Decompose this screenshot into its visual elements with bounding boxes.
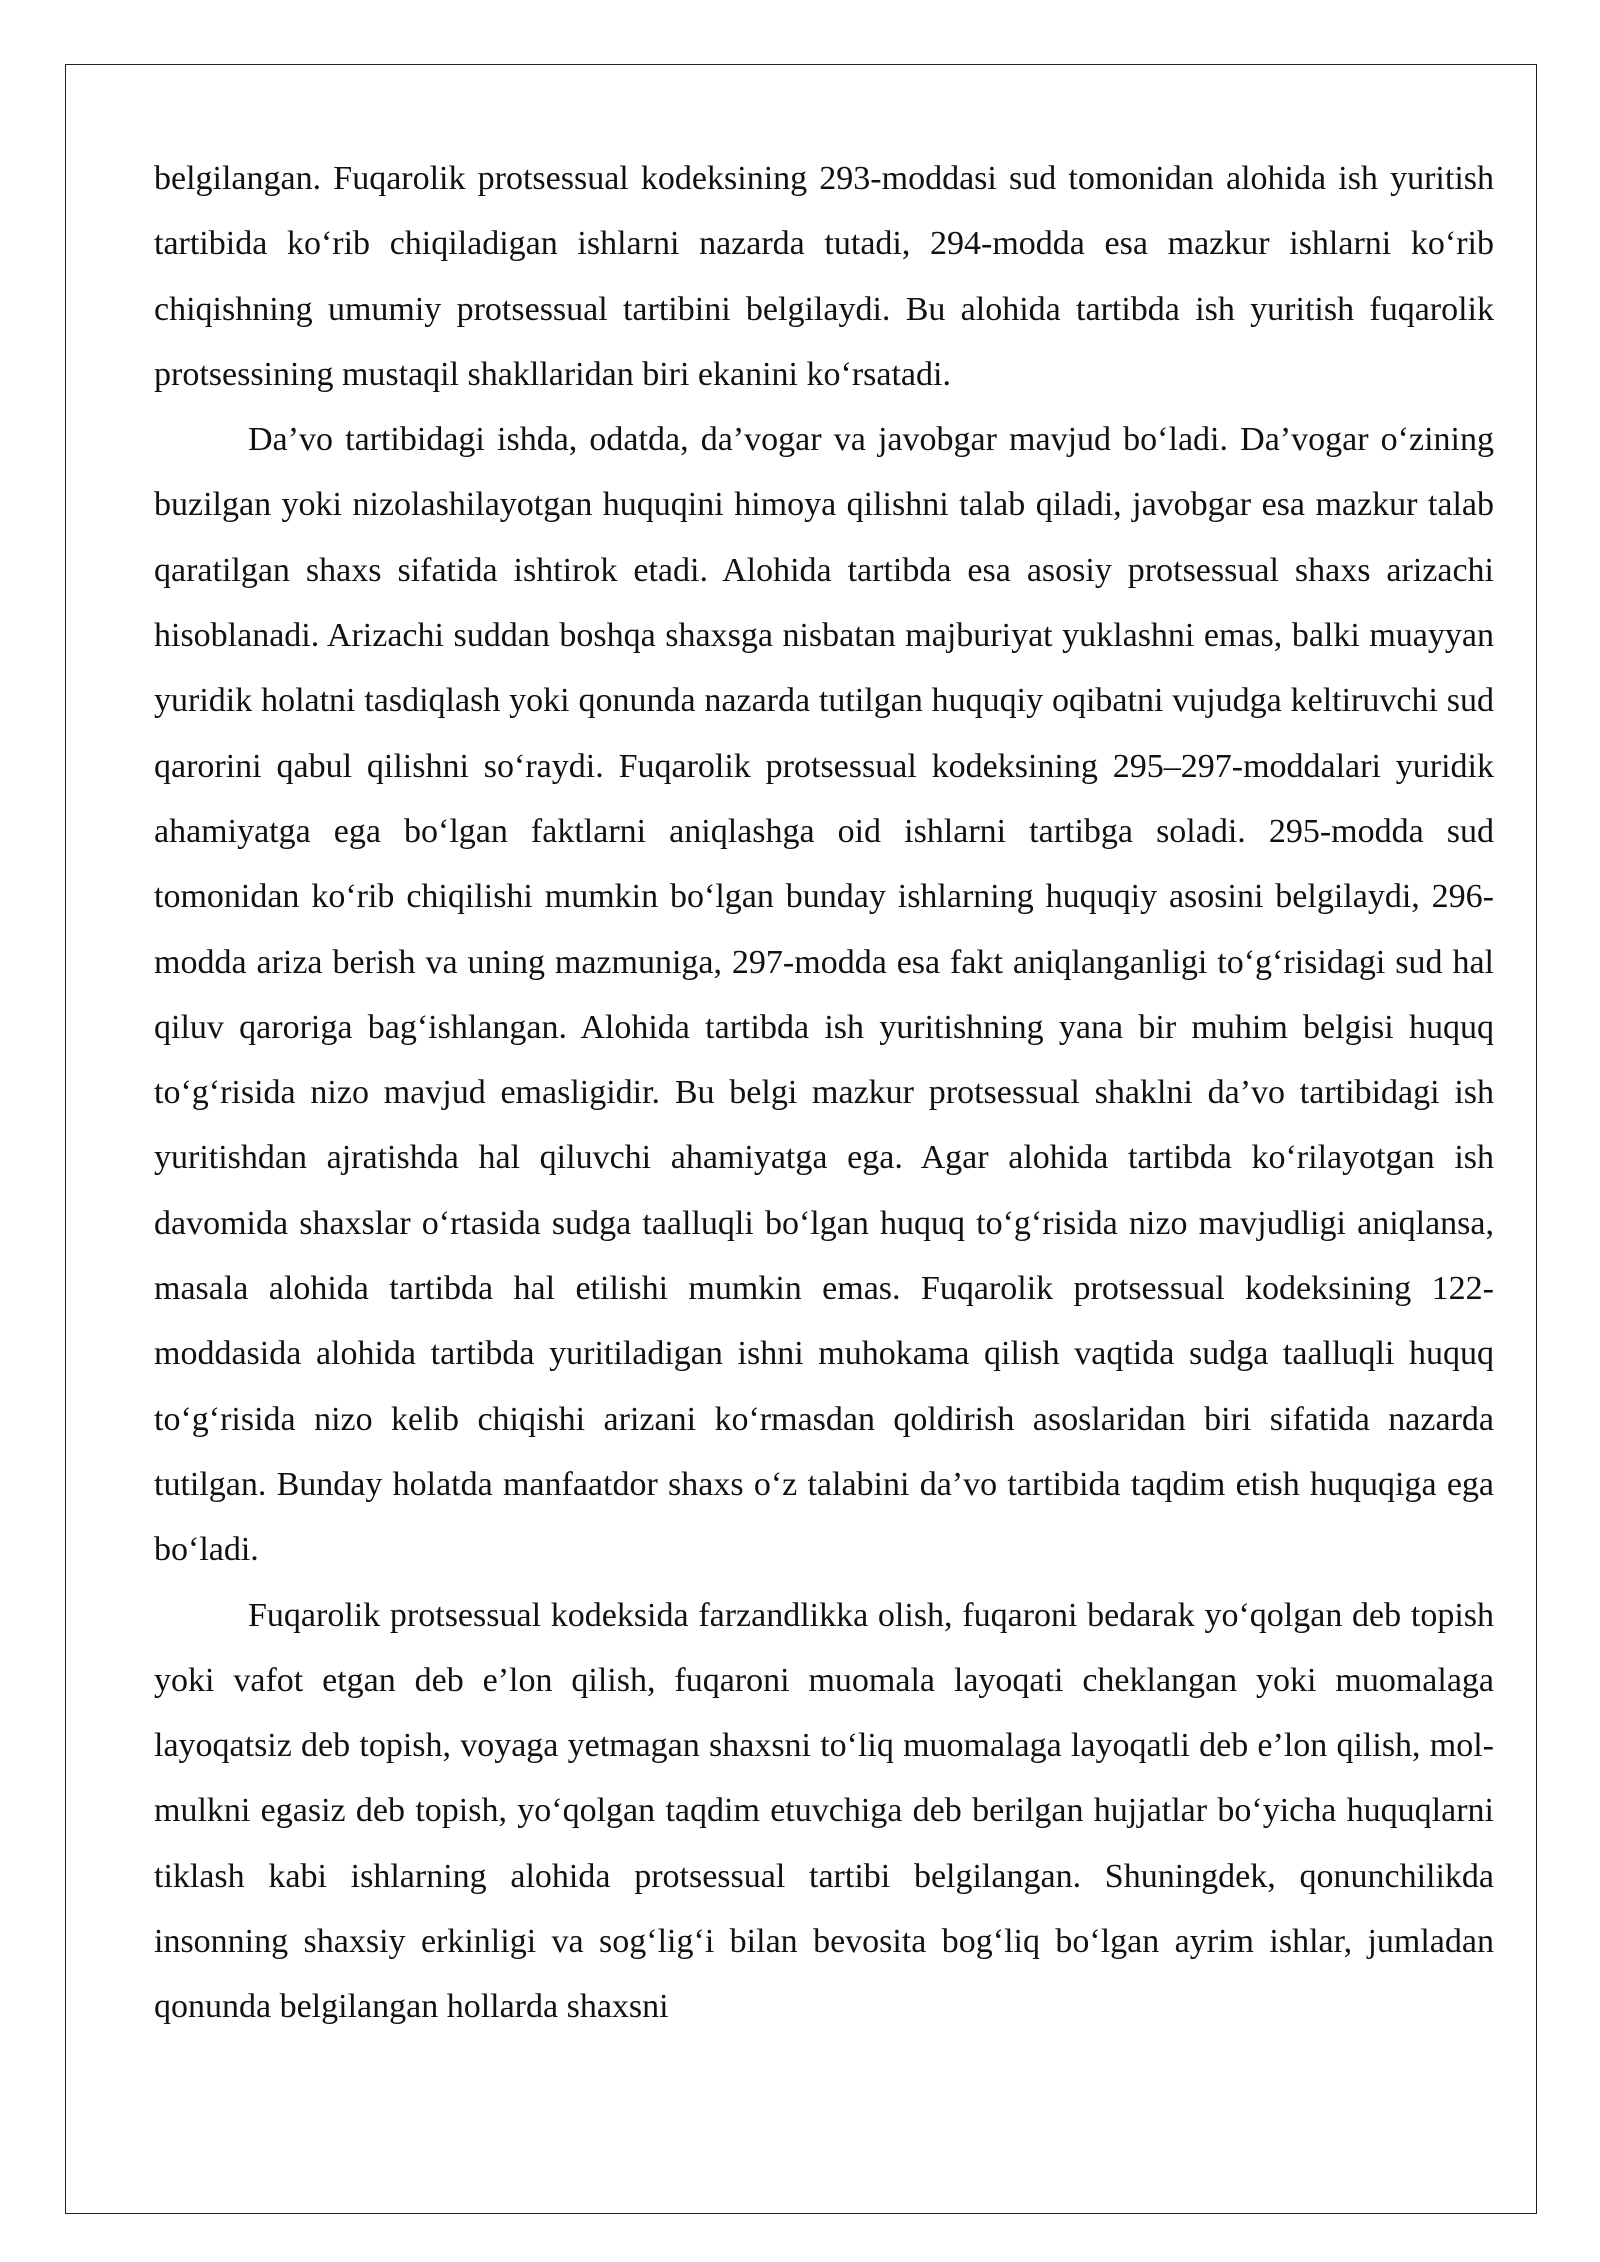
document-body <box>154 146 1494 2040</box>
paragraph-1: belgilangan. Fuqarolik protsessual kodeksining 293-moddasi sud tomonidan alohida ish yuritish tartibida koʻrib chiqiladigan ishlarni nazarda tutadi, 294-modda esa mazkur ishlarni koʻrib chiqishning umumiy protsessual tartibini belgilaydi. Bu alohida tartibda ish yuritish fuqarolik protsessining mustaqil shakllaridan biri ekanini koʻrsatadi. <box>154 160 1494 393</box>
paragraph-2: Da’vo tartibidagi ishda, odatda, da’vogar va javobgar mavjud boʻladi. Da’vogar oʻzining buzilgan yoki nizolashilayotgan huquqini himoya qilishni talab qiladi, javobgar esa mazkur talab qaratilgan shaxs sifatida ishtirok etadi. Alohida tartibda esa asosiy protsessual shaxs arizachi hisoblanadi. Arizachi suddan boshqa shaxsga nisbatan majburiyat yuklashni emas, balki muayyan yuridik holatni tasdiqlash yoki qonunda nazarda tutilgan huquqiy oqibatni vujudga keltiruvchi sud qarorini qabul qilishni soʻraydi. Fuqarolik protsessual kodeksining 295–297-moddalari yuridik ahamiyatga ega boʻlgan faktlarni aniqlashga oid ishlarni tartibga soladi. 295-modda sud tomonidan koʻrib chiqilishi mumkin boʻlgan bunday ishlarning huquqiy asosini belgilaydi, 296-modda ariza berish va uning mazmuniga, 297-modda esa fakt aniqlanganligi toʻgʻrisidagi sud hal qiluv qaroriga bagʻishlangan. Alohida tartibda ish yuritishning yana bir muhim belgisi huquq toʻgʻrisida nizo mavjud emasligidir. Bu belgi mazkur protsessual shaklni da’vo tartibidagi ish yuritishdan ajratishda hal qiluvchi ahamiyatga ega. Agar alohida tartibda koʻrilayotgan ish davomida shaxslar oʻrtasida sudga taalluqli boʻlgan huquq toʻgʻrisida nizo mavjudligi aniqlansa, masala alohida tartibda hal etilishi mumkin emas. Fuqarolik protsessual kodeksining 122-moddasida alohida tartibda yuritiladigan ishni muhokama qilish vaqtida sudga taalluqli huquq toʻgʻrisida nizo kelib chiqishi arizani koʻrmasdan qoldirish asoslaridan biri sifatida nazarda tutilgan. Bunday holatda manfaatdor shaxs oʻz talabini da’vo tartibida taqdim etish huquqiga ega boʻladi. <box>154 421 1494 1569</box>
paragraph-3: Fuqarolik protsessual kodeksida farzandlikka olish, fuqaroni bedarak yoʻqolgan deb topish yoki vafot etgan deb e’lon qilish, fuqaroni muomala layoqati cheklangan yoki muomalaga layoqatsiz deb topish, voyaga yetmagan shaxsni toʻliq muomalaga layoqatli deb e’lon qilish, mol-mulkni egasiz deb topish, yoʻqolgan taqdim etuvchiga deb berilgan hujjatlar boʻyicha huquqlarni tiklash kabi ishlarning alohida protsessual tartibi belgilangan. Shuningdek, qonunchilikda insonning shaxsiy erkinligi va sogʻligʻi bilan bevosita bogʻliq boʻlgan ayrim ishlar, jumladan qonunda belgilangan hollarda shaxsni <box>154 1596 1494 2026</box>
